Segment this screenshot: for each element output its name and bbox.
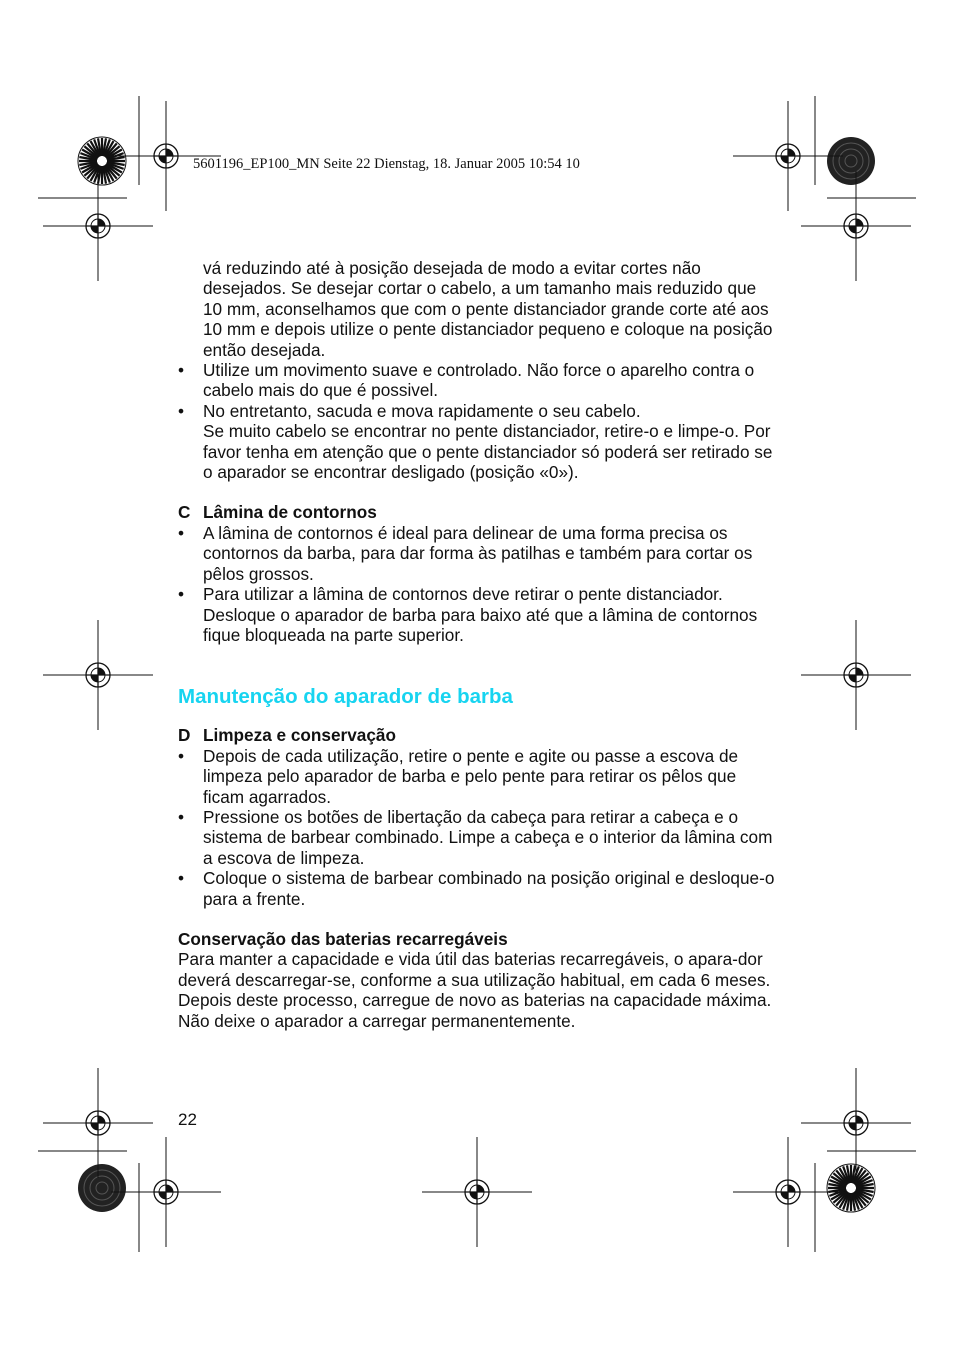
section-d-heading: D Limpeza e conservação bbox=[178, 725, 396, 746]
section-c-heading: C Lâmina de contornos bbox=[178, 502, 377, 523]
page-number: 22 bbox=[178, 1110, 197, 1129]
registration-mark-icon bbox=[43, 620, 153, 730]
battery-heading: Conservação das baterias recarregáveis bbox=[178, 928, 508, 949]
print-header: 5601196_EP100_MN Seite 22 Dienstag, 18. Januar 2005 10:54 10 bbox=[193, 156, 580, 172]
registration-mark-icon bbox=[422, 1137, 532, 1247]
registration-mark-icon bbox=[801, 171, 911, 281]
bullet-icon: • bbox=[178, 745, 185, 766]
bullet-icon: • bbox=[178, 360, 185, 381]
registration-mark-icon bbox=[43, 171, 153, 281]
list-item: • Para utilizar a lâmina de contornos deve retirar o pente distanciador. Desloque o aparador de barba para baixo até que a lâmina de contornos fique bloqueada na parte superior. bbox=[178, 584, 758, 645]
list-item: • No entretanto, sacuda e mova rapidamente o seu cabelo. bbox=[178, 400, 641, 421]
list-item: • A lâmina de contornos é ideal para delinear de uma forma precisa os contornos da barba, para dar forma às patilhas e também para cortar os pêlos grossos. bbox=[178, 522, 753, 584]
registration-mark-icon bbox=[801, 1068, 911, 1178]
list-item: • Depois de cada utilização, retire o pente e agite ou passe a escova de limpeza pelo aparador de barba e pelo pente para retirar os pêlos que ficam agarrados. bbox=[178, 745, 739, 807]
starburst-top-left-icon bbox=[78, 137, 126, 185]
bullet-icon: • bbox=[178, 868, 185, 889]
list-item: • Coloque o sistema de barbear combinado na posição original e desloque-o para a frente. bbox=[178, 868, 775, 909]
list-item: • Utilize um movimento suave e controlado. Não force o aparelho contra o cabelo mais do que é possivel. bbox=[178, 360, 755, 401]
bullet-icon: • bbox=[178, 584, 185, 605]
bullet-icon: • bbox=[178, 522, 185, 543]
registration-mark-icon bbox=[733, 101, 843, 211]
battery-paragraph: Depois deste processo, carregue de novo as baterias na capacidade máxima. Não deixe o aparador a carregar permanentemente. bbox=[178, 990, 772, 1031]
registration-mark-icon bbox=[43, 1068, 153, 1178]
registration-mark-icon bbox=[801, 620, 911, 730]
registration-mark-icon bbox=[111, 1137, 221, 1247]
continued-paragraph: vá reduzindo até à posição desejada de modo a evitar cortes não desejados. Se desejar cortar o cabelo, a um tamanho mais reduzido que 10 mm, aconselhamos que com o pente distanciador grande corte até aos 10 mm e depois utilize o pente distanciador pequeno e coloque na posição então desejada. bbox=[203, 258, 773, 360]
list-item: • Pressione os botões de libertação da cabeça para retirar a cabeça e o sistema de barbear combinado. Limpe a cabeça e o interior da lâmina com a escova de limpeza. bbox=[178, 806, 773, 868]
battery-paragraph: Para manter a capacidade e vida útil das baterias recarregáveis, o apara-dor deverá descarregar-se, conforme a sua utilização habitual, em cada 6 meses. bbox=[178, 949, 771, 990]
section-heading: Manutenção do aparador de barba bbox=[178, 685, 513, 709]
starburst-bottom-left-icon bbox=[78, 1164, 126, 1212]
document-body bbox=[178, 258, 778, 1031]
starburst-bottom-right-icon bbox=[827, 1164, 875, 1212]
bullet-icon: • bbox=[178, 400, 185, 421]
list-item-continuation: Se muito cabelo se encontrar no pente distanciador, retire-o e limpe-o. Por favor tenha em atenção que o pente distanciador só poderá ser retirado se o aparador se encontrar desligado (posição «0»). bbox=[203, 421, 773, 483]
starburst-top-right-icon bbox=[827, 137, 875, 185]
registration-mark-icon bbox=[733, 1137, 843, 1247]
bullet-icon: • bbox=[178, 806, 185, 827]
